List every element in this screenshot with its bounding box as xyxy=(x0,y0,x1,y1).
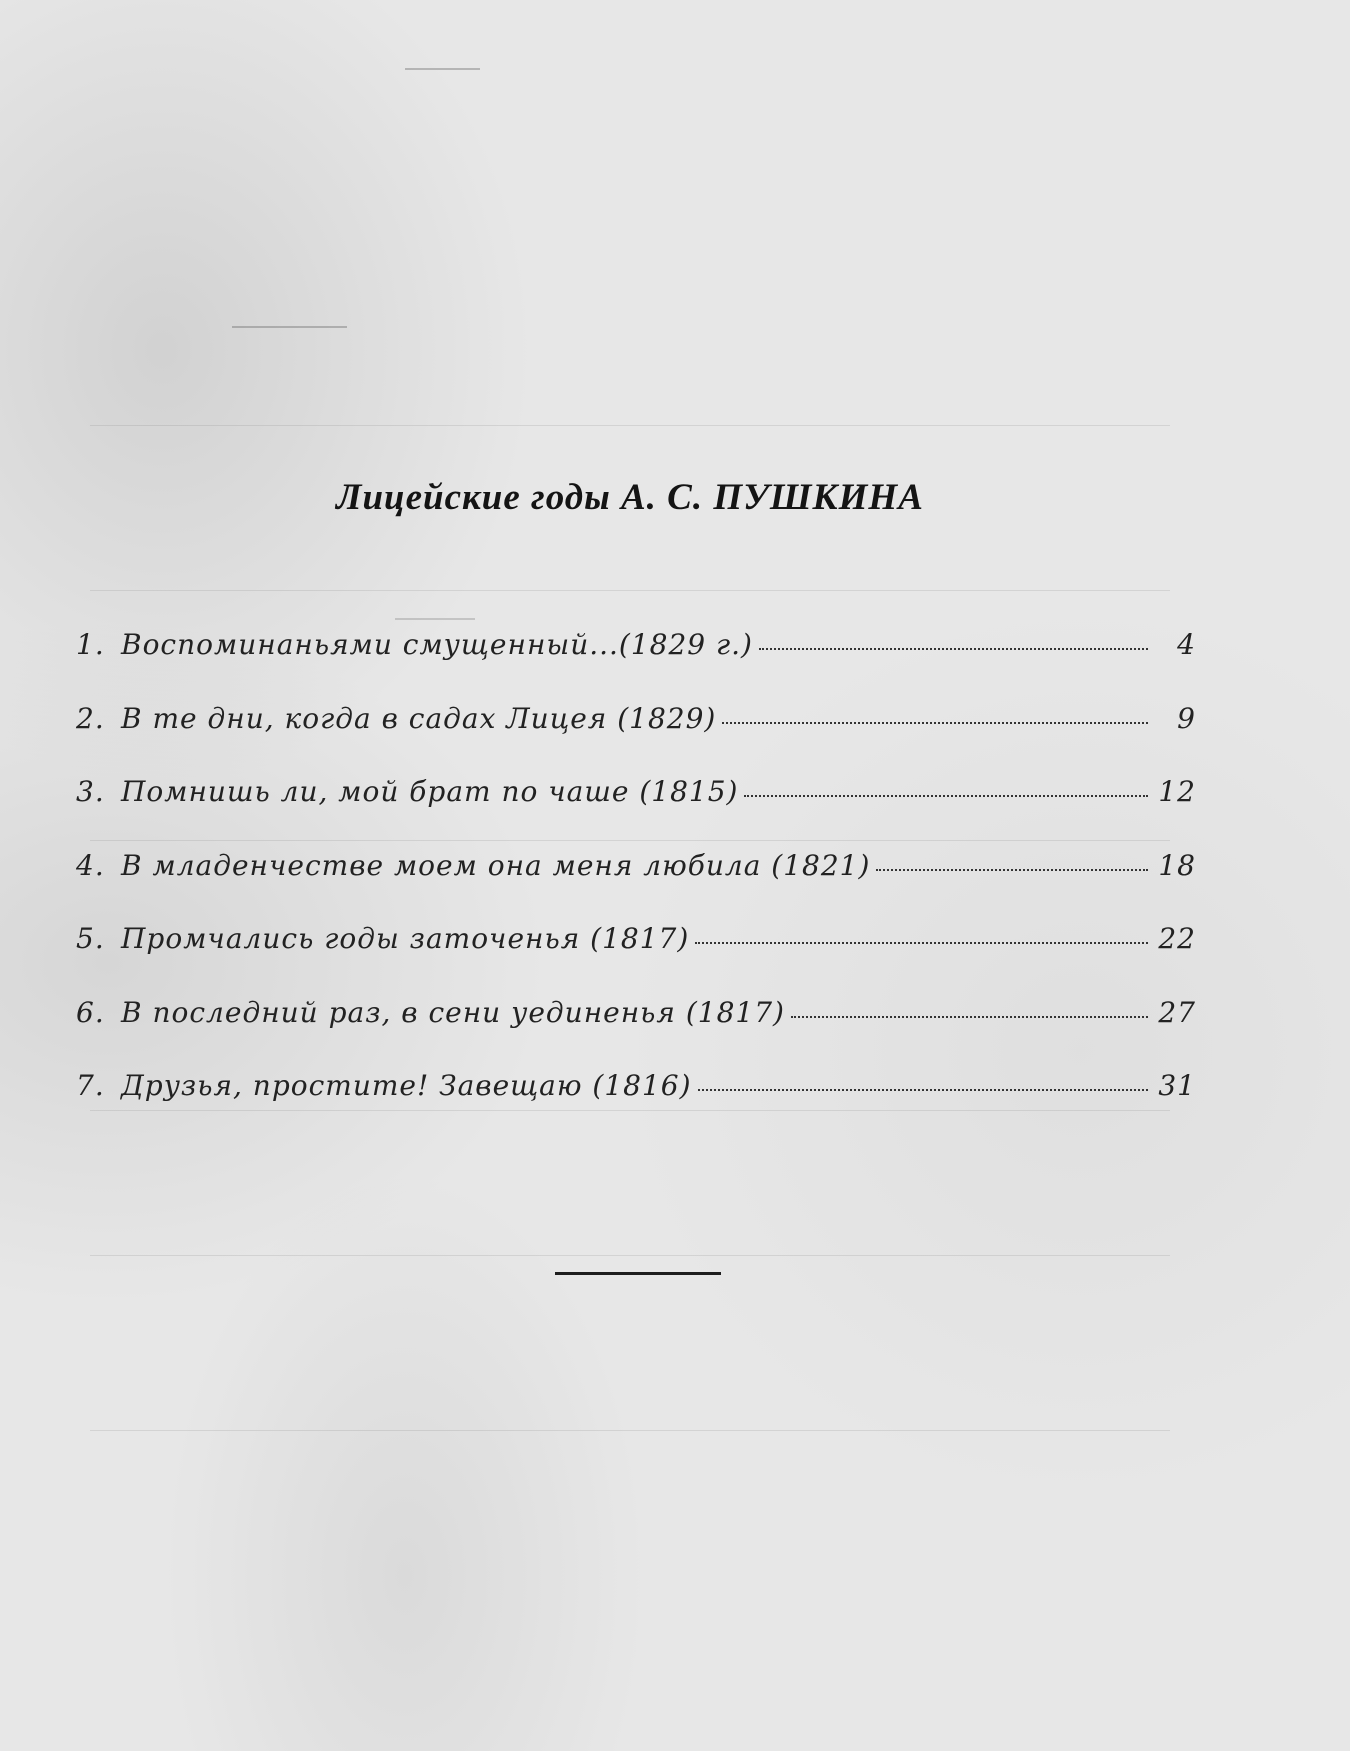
toc-entry-page: 18 xyxy=(1158,848,1196,882)
dot-leader xyxy=(759,648,1148,650)
ghost-rule-mid xyxy=(395,618,475,620)
dot-leader xyxy=(744,795,1148,797)
toc-entry xyxy=(76,702,1196,776)
toc-entry-title: Помнишь ли, мой брат по чаше (1815) xyxy=(121,775,739,808)
toc-entry-number: 6. xyxy=(76,995,105,1029)
toc-entry-page: 4 xyxy=(1177,628,1196,661)
toc-entry xyxy=(76,996,1196,1070)
dot-leader xyxy=(791,1016,1148,1018)
ghost-rule-top xyxy=(405,68,480,70)
ghost-staff-line xyxy=(90,590,1170,591)
toc-entry-number: 7. xyxy=(76,1069,105,1102)
toc-entry-number: 5. xyxy=(76,922,105,955)
toc-entry-number: 2. xyxy=(76,701,105,735)
dot-leader xyxy=(695,942,1148,944)
ghost-rule-upper-left xyxy=(232,326,347,328)
toc-entry-page: 22 xyxy=(1158,922,1196,955)
toc-entry xyxy=(76,849,1196,923)
toc-entry xyxy=(76,775,1196,849)
toc-entry-title: В те дни, когда в садах Лицея (1829) xyxy=(121,701,717,735)
toc-entry-title: В последний раз, в сени уединенья (1817) xyxy=(121,995,785,1029)
toc-entry xyxy=(76,1069,1196,1143)
toc-entry-title: В младенчестве моем она меня любила (1821) xyxy=(121,848,871,882)
dot-leader xyxy=(876,869,1148,871)
ghost-staff-line xyxy=(90,1255,1170,1256)
toc-entry-page: 31 xyxy=(1158,1069,1196,1102)
dot-leader xyxy=(722,722,1148,724)
toc-entry-page: 12 xyxy=(1158,775,1196,808)
toc-entry-number: 1. xyxy=(76,628,105,661)
ghost-staff-line xyxy=(90,425,1170,426)
end-rule-divider xyxy=(555,1272,721,1275)
toc-entry-title: Воспоминаньями смущенный...(1829 г.) xyxy=(121,628,753,661)
dot-leader xyxy=(698,1089,1148,1091)
toc-entry xyxy=(76,628,1196,702)
toc-entry-title: Промчались годы заточенья (1817) xyxy=(121,922,690,955)
toc-entry-title: Друзья, простите! Завещаю (1816) xyxy=(121,1069,692,1102)
table-of-contents xyxy=(76,628,1196,1143)
toc-entry-number: 4. xyxy=(76,848,105,882)
toc-entry xyxy=(76,922,1196,996)
ghost-staff-line xyxy=(90,1430,1170,1431)
page-title: Лицейские годы А. С. ПУШКИНА xyxy=(336,477,924,518)
toc-entry-number: 3. xyxy=(76,775,105,808)
toc-entry-page: 27 xyxy=(1158,995,1196,1029)
toc-entry-page: 9 xyxy=(1177,701,1196,735)
